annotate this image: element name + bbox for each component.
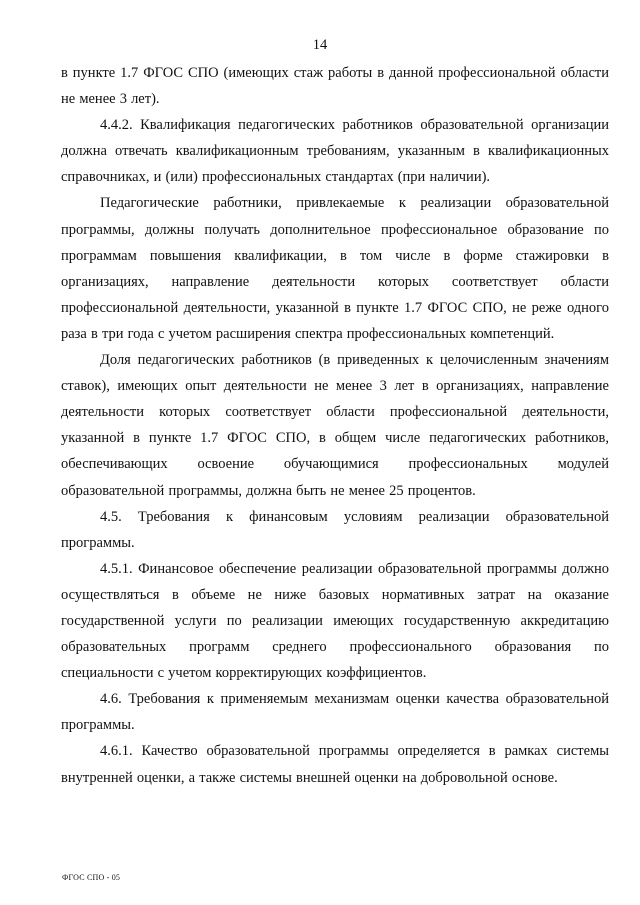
paragraph-4-5: 4.5. Требования к финансовым условиям реализации образовательной программы. xyxy=(61,508,609,551)
page-number: 14 xyxy=(312,37,328,53)
footer-code: ФГОС СПО - 05 xyxy=(62,873,121,882)
paragraph-teacher-training: Педагогические работники, привлекаемые к реализации образовательной программы, должны получать дополнительное профессиональное образование по программам повышения квалификации, в том числе в форме стажировки в организациях, направление деятельности которых соответствует области профессиональной деятельности, указанной в пункте 1.7 ФГОС СПО, не реже одного раза в три года с учетом расширения спектра профессиональных компетенций. xyxy=(61,195,609,342)
paragraph-4-5-1: 4.5.1. Финансовое обеспечение реализации образовательной программы должно осуществляться в объеме не ниже базовых нормативных затрат на оказание государственной услуги по реализации имеющих государственную аккредитацию образовательных программ среднего профессионального образования по специальности с учетом корректирующих коэффициентов. xyxy=(61,560,609,682)
paragraph-teacher-share: Доля педагогических работников (в приведенных к целочисленным значениям ставок), имеющих опыт деятельности не менее 3 лет в организациях, направление деятельности которых соответствует области профессиональной деятельности, указанной в пункте 1.7 ФГОС СПО, в общем числе педагогических работников, обеспечивающих освоение обучающимися профессиональных модулей образовательной программы, должна быть не менее 25 процентов. xyxy=(61,352,609,499)
paragraph-4-6: 4.6. Требования к применяемым механизмам оценки качества образовательной программы. xyxy=(61,691,609,734)
paragraph-4-4-2: 4.4.2. Квалификация педагогических работников образовательной организации должна отвечать квалификационным требованиям, указанным в квалификационных справочниках, и (или) профессиональных стандартах (при наличии). xyxy=(61,117,609,186)
document-body xyxy=(61,60,609,791)
paragraph-continuation: в пункте 1.7 ФГОС СПО (имеющих стаж работы в данной профессиональной области не менее 3 лет). xyxy=(61,65,609,108)
paragraph-4-6-1: 4.6.1. Качество образовательной программы определяется в рамках системы внутренней оценки, а также системы внешней оценки на добровольной основе. xyxy=(61,743,609,786)
